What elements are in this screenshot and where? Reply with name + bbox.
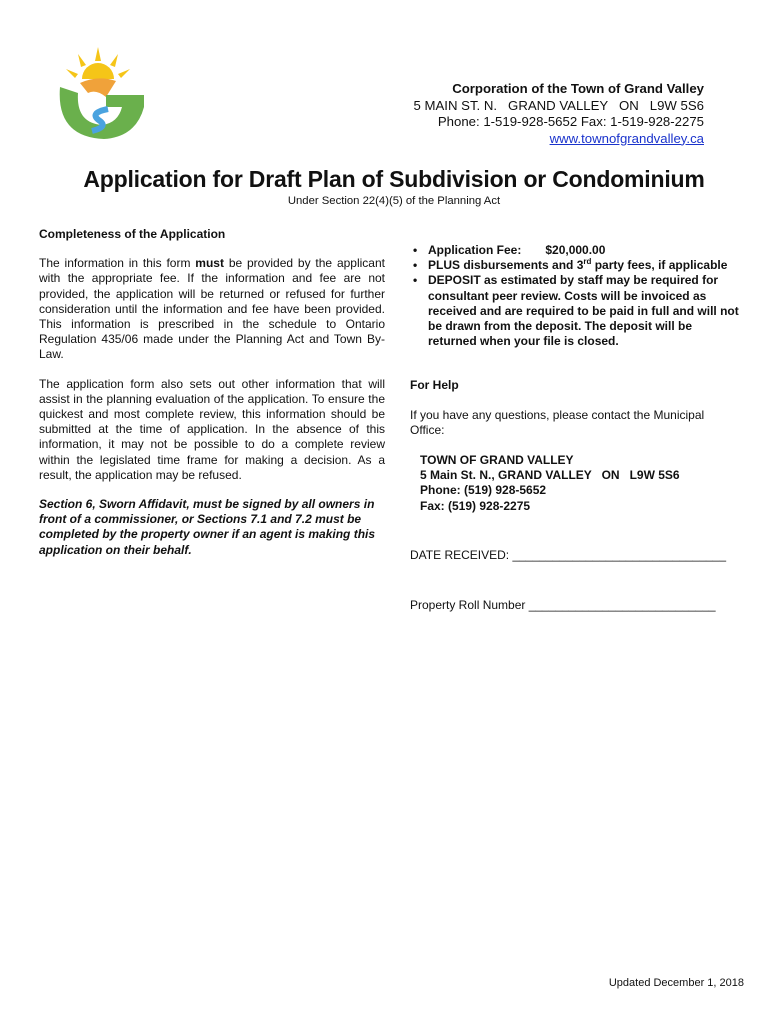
plus-text-after: party fees, if applicable bbox=[591, 258, 728, 273]
completeness-heading: Completeness of the Application bbox=[39, 227, 226, 241]
plus-text: PLUS disbursements and 3 bbox=[428, 258, 584, 273]
property-roll-number-field[interactable]: Property Roll Number ____________________________ bbox=[410, 598, 716, 612]
contact-address bbox=[420, 453, 680, 514]
fee-item-disbursements bbox=[410, 258, 744, 273]
address-line: Fax: (519) 928-2275 bbox=[420, 498, 531, 513]
fee-item-application bbox=[410, 243, 744, 258]
phone-fax: Phone: 1-519-928-5652 Fax: 1-519-928-2275 bbox=[437, 114, 704, 129]
p1-text-after: be provided by the applicant with the appropriate fee. If the information and fee are not provided, the application will be returned or refused for further consideration until the information and fee have been provided. This information is prescribed in the schedule to Ontario Regulation 435/06 made under the Planning Act and Town By-Law. bbox=[39, 256, 385, 362]
completeness-paragraph-2: The application form also sets out other information that will assist in the planning evaluation of the application. To ensure the quickest and most complete review, this information should be submitted at the time of application. In the absence of this information, it may not be possible to do a complete review within the legislated time frame for making a decision. As a result, the application may be refused. bbox=[39, 376, 385, 482]
fee-item-deposit: • DEPOSIT as estimated by staff may be required for consultant peer review. Costs will be invoiced as received and are required to be paid in full and will not be drawn from the deposit. The deposit will be returned when your file is closed. bbox=[410, 273, 744, 349]
updated-date: Updated December 1, 2018 bbox=[608, 977, 744, 989]
p1-bold-must: must bbox=[195, 256, 224, 271]
website-link[interactable]: www.townofgrandvalley.ca bbox=[549, 130, 704, 146]
completeness-section bbox=[39, 227, 385, 572]
date-received-field[interactable]: DATE RECEIVED: ________________________________ bbox=[410, 548, 727, 562]
fee-label: Application Fee: bbox=[428, 243, 522, 257]
completeness-paragraph-1 bbox=[39, 256, 385, 362]
town-logo-icon bbox=[48, 45, 154, 143]
affidavit-notice: Section 6, Sworn Affidavit, must be signed by all owners in front of a commissioner, or Sections 7.1 and 7.2 must be completed by the property owner if an agent is making this application on their behalf. bbox=[39, 497, 376, 557]
help-heading: For Help bbox=[410, 378, 459, 392]
address-line: 5 Main St. N., GRAND VALLEY ON L9W 5S6 bbox=[420, 468, 680, 483]
municipal-header bbox=[414, 81, 704, 147]
corporation-name: Corporation of the Town of Grand Valley bbox=[452, 81, 704, 96]
address-line: Phone: (519) 928-5652 bbox=[420, 483, 547, 498]
fee-amount: $20,000.00 bbox=[545, 243, 606, 257]
help-text: If you have any questions, please contact the Municipal Office: bbox=[410, 408, 705, 438]
page-subtitle: Under Section 22(4)(5) of the Planning Act bbox=[287, 195, 501, 207]
fee-list bbox=[410, 243, 744, 349]
page-title: Application for Draft Plan of Subdivision or Condominium bbox=[83, 166, 705, 192]
office-address: 5 MAIN ST. N. GRAND VALLEY ON L9W 5S6 bbox=[413, 97, 704, 113]
ordinal-sup: rd bbox=[583, 257, 592, 267]
fee-section bbox=[410, 243, 744, 349]
address-line: TOWN OF GRAND VALLEY bbox=[420, 453, 574, 467]
p1-text-before: The information in this form bbox=[39, 256, 196, 271]
